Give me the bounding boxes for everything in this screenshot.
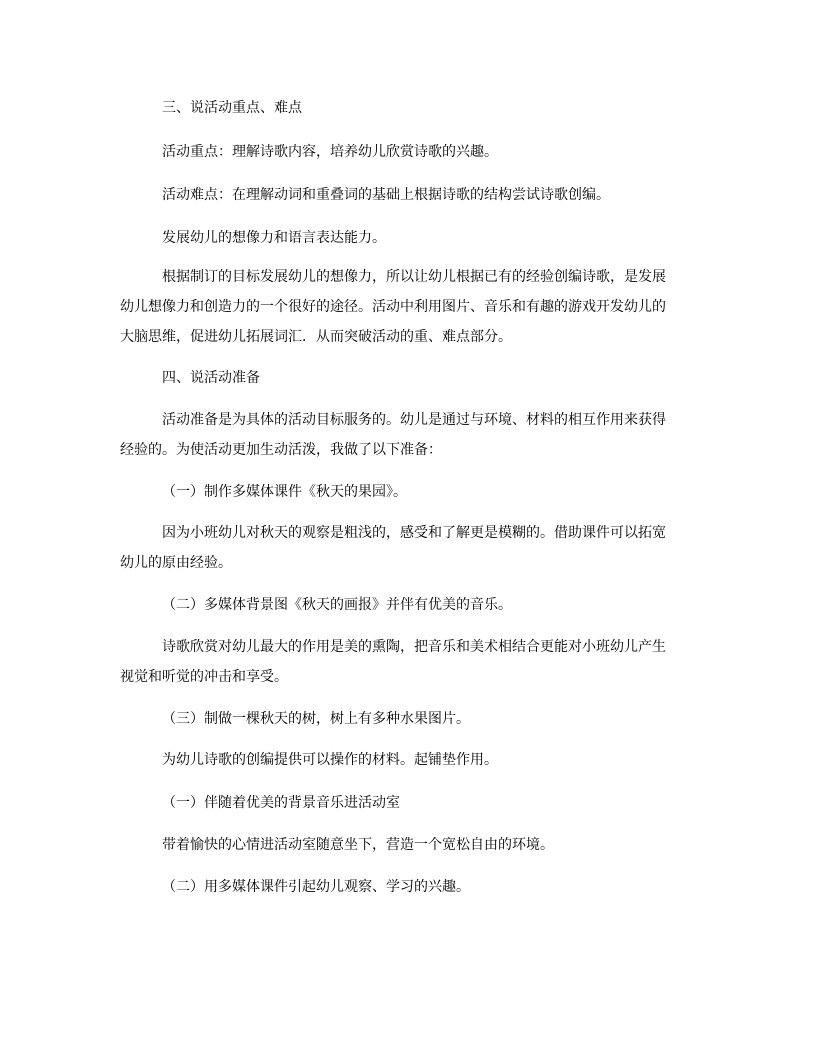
text-line: （三）制做一棵秋天的树，树上有多种水果图片。 <box>162 711 470 727</box>
text-line: 大脑思维，促进幼儿拓展词汇．从而突破活动的重、难点部分。 <box>120 329 512 345</box>
text-line: 为幼儿诗歌的创编提供可以操作的材料。起铺垫作用。 <box>162 752 498 768</box>
paragraph-process-1-detail <box>120 838 700 852</box>
text-line: 诗歌欣赏对幼儿最大的作用是美的熏陶，把音乐和美术相结合更能对小班幼儿产生 <box>162 639 666 655</box>
paragraph-ability <box>120 231 700 245</box>
text-line: 活动难点：在理解动词和重叠词的基础上根据诗歌的结构尝试诗歌创编。 <box>162 187 610 203</box>
text-line: 四、说活动准备 <box>162 370 260 386</box>
text-line: 根据制订的目标发展幼儿的想像力，所以让幼儿根据已有的经验创编诗歌，是发展 <box>162 269 666 285</box>
paragraph-rationale <box>120 270 700 344</box>
text-line: （一）制作多媒体课件《秋天的果园》。 <box>162 484 407 500</box>
text-line: 因为小班幼儿对秋天的观察是粗浅的，感受和了解更是模糊的。借助课件可以拓宽 <box>162 525 666 541</box>
list-item-process-1 <box>120 796 700 810</box>
text-line: 幼儿想像力和创造力的一个很好的途径。活动中利用图片、音乐和有趣的游戏开发幼儿的 <box>120 299 666 315</box>
paragraph-preparation-3-detail <box>120 753 700 767</box>
text-line: （二）多媒体背景图《秋天的画报》并伴有优美的音乐。 <box>162 597 512 613</box>
list-item-preparation-1 <box>120 485 700 499</box>
list-item-preparation-3 <box>120 712 700 726</box>
text-line: 经验的。为使活动更加生动活泼，我做了以下准备： <box>120 442 442 458</box>
paragraph-preparation-1-detail <box>120 526 700 570</box>
section-heading-preparation <box>120 371 700 385</box>
section-heading-key-points <box>120 101 700 115</box>
paragraph-preparation-2-detail <box>120 640 700 684</box>
text-line: 带着愉快的心情进活动室随意坐下，营造一个宽松自由的环境。 <box>162 837 554 853</box>
text-line: 视觉和听觉的冲击和享受。 <box>120 669 288 685</box>
text-line: 幼儿的原由经验。 <box>120 555 232 571</box>
paragraph-difficulty <box>120 188 700 202</box>
list-item-process-2 <box>120 880 700 894</box>
text-line: 活动重点：理解诗歌内容，培养幼儿欣赏诗歌的兴趣。 <box>162 144 498 160</box>
text-line: 三、说活动重点、难点 <box>162 100 302 116</box>
text-line: 发展幼儿的想像力和语言表达能力。 <box>162 230 386 246</box>
text-line: （二）用多媒体课件引起幼儿观察、学习的兴趣。 <box>162 879 470 895</box>
text-line: （一）伴随着优美的背景音乐进活动室 <box>162 795 400 811</box>
paragraph-key-point <box>120 145 700 159</box>
list-item-preparation-2 <box>120 598 700 612</box>
paragraph-preparation-intro <box>120 413 700 457</box>
text-line: 活动准备是为具体的活动目标服务的。幼儿是通过与环境、材料的相互作用来获得 <box>162 412 666 428</box>
